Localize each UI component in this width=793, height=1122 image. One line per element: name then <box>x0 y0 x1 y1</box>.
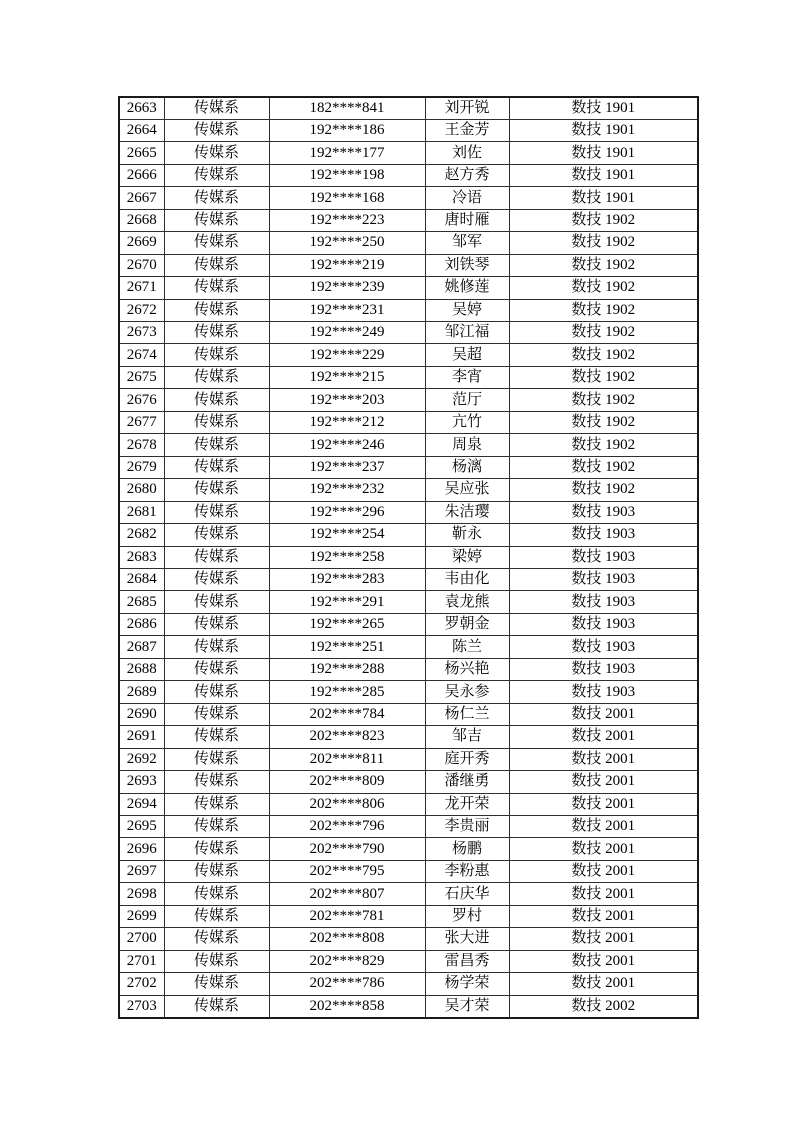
cell-class: 数技 2001 <box>509 793 698 815</box>
cell-student-id: 192****212 <box>269 411 425 433</box>
table-row <box>119 209 698 231</box>
cell-class: 数技 2001 <box>509 950 698 972</box>
table-row <box>119 681 698 703</box>
cell-index: 2697 <box>119 860 164 882</box>
table-row <box>119 344 698 366</box>
cell-student-name: 邹军 <box>425 232 509 254</box>
cell-student-id: 192****296 <box>269 501 425 523</box>
cell-class: 数技 2001 <box>509 771 698 793</box>
table-row <box>119 187 698 209</box>
cell-department: 传媒系 <box>164 524 269 546</box>
cell-index: 2689 <box>119 681 164 703</box>
cell-department: 传媒系 <box>164 816 269 838</box>
cell-student-name: 吴才荣 <box>425 995 509 1017</box>
cell-index: 2673 <box>119 322 164 344</box>
cell-department: 传媒系 <box>164 254 269 276</box>
cell-index: 2701 <box>119 950 164 972</box>
cell-student-name: 杨学荣 <box>425 973 509 995</box>
cell-class: 数技 1902 <box>509 232 698 254</box>
cell-index: 2696 <box>119 838 164 860</box>
cell-department: 传媒系 <box>164 142 269 164</box>
cell-department: 传媒系 <box>164 164 269 186</box>
cell-department: 传媒系 <box>164 322 269 344</box>
cell-class: 数技 1903 <box>509 591 698 613</box>
cell-class: 数技 1902 <box>509 366 698 388</box>
cell-student-name: 罗朝金 <box>425 613 509 635</box>
cell-student-name: 吴应张 <box>425 479 509 501</box>
cell-department: 传媒系 <box>164 434 269 456</box>
cell-class: 数技 1903 <box>509 681 698 703</box>
cell-class: 数技 1901 <box>509 187 698 209</box>
cell-class: 数技 1902 <box>509 434 698 456</box>
table-row <box>119 591 698 613</box>
cell-student-name: 范厅 <box>425 389 509 411</box>
cell-student-id: 202****806 <box>269 793 425 815</box>
cell-student-id: 192****237 <box>269 456 425 478</box>
cell-student-id: 192****283 <box>269 569 425 591</box>
table-row <box>119 97 698 119</box>
cell-index: 2691 <box>119 726 164 748</box>
cell-department: 传媒系 <box>164 636 269 658</box>
cell-department: 传媒系 <box>164 299 269 321</box>
cell-department: 传媒系 <box>164 187 269 209</box>
cell-class: 数技 1901 <box>509 142 698 164</box>
cell-student-id: 202****811 <box>269 748 425 770</box>
cell-class: 数技 2001 <box>509 703 698 725</box>
cell-index: 2676 <box>119 389 164 411</box>
cell-department: 传媒系 <box>164 950 269 972</box>
cell-index: 2700 <box>119 928 164 950</box>
cell-department: 传媒系 <box>164 613 269 635</box>
cell-class: 数技 2001 <box>509 883 698 905</box>
cell-student-name: 吴婷 <box>425 299 509 321</box>
cell-index: 2690 <box>119 703 164 725</box>
cell-student-name: 杨漓 <box>425 456 509 478</box>
table-row <box>119 322 698 344</box>
cell-class: 数技 1902 <box>509 209 698 231</box>
cell-class: 数技 1903 <box>509 501 698 523</box>
cell-department: 传媒系 <box>164 860 269 882</box>
cell-index: 2665 <box>119 142 164 164</box>
table-row <box>119 254 698 276</box>
table-row <box>119 456 698 478</box>
cell-index: 2675 <box>119 366 164 388</box>
cell-department: 传媒系 <box>164 883 269 905</box>
cell-student-name: 李宵 <box>425 366 509 388</box>
cell-student-name: 罗村 <box>425 905 509 927</box>
cell-student-name: 刘铁琴 <box>425 254 509 276</box>
cell-department: 传媒系 <box>164 793 269 815</box>
cell-index: 2664 <box>119 119 164 141</box>
cell-index: 2674 <box>119 344 164 366</box>
cell-student-id: 202****807 <box>269 883 425 905</box>
cell-class: 数技 1902 <box>509 322 698 344</box>
cell-student-name: 周泉 <box>425 434 509 456</box>
cell-student-name: 袁龙熊 <box>425 591 509 613</box>
table-row <box>119 569 698 591</box>
cell-department: 传媒系 <box>164 546 269 568</box>
cell-department: 传媒系 <box>164 277 269 299</box>
cell-department: 传媒系 <box>164 119 269 141</box>
table-row <box>119 973 698 995</box>
cell-student-id: 202****808 <box>269 928 425 950</box>
table-row <box>119 299 698 321</box>
cell-student-name: 杨仁兰 <box>425 703 509 725</box>
cell-department: 传媒系 <box>164 232 269 254</box>
cell-index: 2681 <box>119 501 164 523</box>
cell-student-name: 龙开荣 <box>425 793 509 815</box>
cell-department: 传媒系 <box>164 995 269 1017</box>
cell-class: 数技 1903 <box>509 658 698 680</box>
cell-department: 传媒系 <box>164 411 269 433</box>
cell-student-id: 192****285 <box>269 681 425 703</box>
cell-index: 2703 <box>119 995 164 1017</box>
cell-class: 数技 1902 <box>509 411 698 433</box>
table-row <box>119 142 698 164</box>
cell-student-id: 192****232 <box>269 479 425 501</box>
cell-class: 数技 1902 <box>509 344 698 366</box>
table-row <box>119 950 698 972</box>
cell-student-name: 韦由化 <box>425 569 509 591</box>
cell-index: 2686 <box>119 613 164 635</box>
cell-student-id: 192****246 <box>269 434 425 456</box>
table-row <box>119 658 698 680</box>
cell-class: 数技 2001 <box>509 748 698 770</box>
cell-class: 数技 2001 <box>509 973 698 995</box>
cell-department: 传媒系 <box>164 569 269 591</box>
cell-index: 2702 <box>119 973 164 995</box>
cell-department: 传媒系 <box>164 366 269 388</box>
table-row <box>119 546 698 568</box>
table-row <box>119 119 698 141</box>
cell-student-id: 202****829 <box>269 950 425 972</box>
cell-class: 数技 1903 <box>509 613 698 635</box>
cell-department: 传媒系 <box>164 658 269 680</box>
cell-student-id: 192****231 <box>269 299 425 321</box>
cell-student-name: 靳永 <box>425 524 509 546</box>
table-row <box>119 838 698 860</box>
cell-class: 数技 1901 <box>509 164 698 186</box>
cell-student-id: 192****249 <box>269 322 425 344</box>
table-row <box>119 232 698 254</box>
cell-department: 传媒系 <box>164 703 269 725</box>
cell-student-name: 吴永参 <box>425 681 509 703</box>
cell-department: 传媒系 <box>164 389 269 411</box>
cell-department: 传媒系 <box>164 591 269 613</box>
cell-class: 数技 1902 <box>509 299 698 321</box>
cell-student-id: 192****258 <box>269 546 425 568</box>
cell-index: 2687 <box>119 636 164 658</box>
cell-index: 2693 <box>119 771 164 793</box>
table-row <box>119 793 698 815</box>
cell-index: 2680 <box>119 479 164 501</box>
cell-student-id: 192****177 <box>269 142 425 164</box>
cell-student-id: 192****291 <box>269 591 425 613</box>
cell-student-id: 202****790 <box>269 838 425 860</box>
cell-class: 数技 2001 <box>509 816 698 838</box>
cell-student-id: 202****795 <box>269 860 425 882</box>
table-row <box>119 277 698 299</box>
cell-student-name: 吴超 <box>425 344 509 366</box>
cell-index: 2671 <box>119 277 164 299</box>
cell-class: 数技 1902 <box>509 456 698 478</box>
cell-student-id: 192****254 <box>269 524 425 546</box>
cell-student-id: 202****786 <box>269 973 425 995</box>
cell-index: 2669 <box>119 232 164 254</box>
table-row <box>119 366 698 388</box>
cell-department: 传媒系 <box>164 748 269 770</box>
cell-department: 传媒系 <box>164 838 269 860</box>
cell-student-id: 192****215 <box>269 366 425 388</box>
table-row <box>119 860 698 882</box>
table-row <box>119 524 698 546</box>
cell-student-name: 邹江福 <box>425 322 509 344</box>
cell-student-id: 192****251 <box>269 636 425 658</box>
cell-student-id: 202****823 <box>269 726 425 748</box>
cell-department: 传媒系 <box>164 97 269 119</box>
cell-student-id: 182****841 <box>269 97 425 119</box>
cell-student-id: 202****784 <box>269 703 425 725</box>
cell-department: 传媒系 <box>164 456 269 478</box>
cell-student-id: 192****288 <box>269 658 425 680</box>
table-row <box>119 164 698 186</box>
cell-student-id: 192****223 <box>269 209 425 231</box>
cell-department: 传媒系 <box>164 479 269 501</box>
cell-student-id: 192****186 <box>269 119 425 141</box>
cell-student-name: 唐时雁 <box>425 209 509 231</box>
cell-department: 传媒系 <box>164 973 269 995</box>
cell-class: 数技 1902 <box>509 389 698 411</box>
cell-index: 2666 <box>119 164 164 186</box>
cell-index: 2682 <box>119 524 164 546</box>
table-row <box>119 479 698 501</box>
cell-class: 数技 1903 <box>509 569 698 591</box>
table-row <box>119 995 698 1017</box>
cell-index: 2663 <box>119 97 164 119</box>
table-row <box>119 434 698 456</box>
cell-class: 数技 1901 <box>509 97 698 119</box>
cell-class: 数技 2001 <box>509 905 698 927</box>
cell-student-name: 张大进 <box>425 928 509 950</box>
table-row <box>119 389 698 411</box>
cell-class: 数技 1903 <box>509 524 698 546</box>
cell-student-id: 192****250 <box>269 232 425 254</box>
cell-index: 2694 <box>119 793 164 815</box>
cell-student-name: 姚修莲 <box>425 277 509 299</box>
table-row <box>119 501 698 523</box>
cell-class: 数技 2002 <box>509 995 698 1017</box>
cell-student-name: 雷昌秀 <box>425 950 509 972</box>
cell-student-id: 192****239 <box>269 277 425 299</box>
cell-department: 传媒系 <box>164 726 269 748</box>
cell-class: 数技 1902 <box>509 277 698 299</box>
table-row <box>119 816 698 838</box>
cell-student-name: 李贵丽 <box>425 816 509 838</box>
table-row <box>119 636 698 658</box>
cell-index: 2670 <box>119 254 164 276</box>
table-row <box>119 703 698 725</box>
table-row <box>119 411 698 433</box>
table-row <box>119 771 698 793</box>
cell-student-name: 刘佐 <box>425 142 509 164</box>
student-roster-table <box>118 96 699 1019</box>
cell-student-name: 冷语 <box>425 187 509 209</box>
cell-department: 传媒系 <box>164 905 269 927</box>
cell-index: 2695 <box>119 816 164 838</box>
table-row <box>119 748 698 770</box>
cell-index: 2678 <box>119 434 164 456</box>
cell-student-name: 邹吉 <box>425 726 509 748</box>
cell-student-id: 202****858 <box>269 995 425 1017</box>
cell-student-id: 192****265 <box>269 613 425 635</box>
cell-class: 数技 1903 <box>509 636 698 658</box>
cell-index: 2698 <box>119 883 164 905</box>
cell-student-id: 192****219 <box>269 254 425 276</box>
cell-student-name: 石庆华 <box>425 883 509 905</box>
cell-student-name: 赵方秀 <box>425 164 509 186</box>
cell-class: 数技 1902 <box>509 254 698 276</box>
cell-index: 2679 <box>119 456 164 478</box>
table-row <box>119 905 698 927</box>
table-row <box>119 613 698 635</box>
cell-student-name: 梁婷 <box>425 546 509 568</box>
cell-department: 传媒系 <box>164 928 269 950</box>
cell-student-id: 192****168 <box>269 187 425 209</box>
cell-class: 数技 1903 <box>509 546 698 568</box>
cell-index: 2699 <box>119 905 164 927</box>
table-row <box>119 883 698 905</box>
table-row <box>119 928 698 950</box>
cell-student-name: 亢竹 <box>425 411 509 433</box>
cell-student-name: 李粉惠 <box>425 860 509 882</box>
cell-student-name: 庭开秀 <box>425 748 509 770</box>
cell-student-id: 202****781 <box>269 905 425 927</box>
cell-student-id: 202****796 <box>269 816 425 838</box>
cell-student-name: 刘开锐 <box>425 97 509 119</box>
cell-student-name: 潘继勇 <box>425 771 509 793</box>
cell-index: 2672 <box>119 299 164 321</box>
cell-student-id: 192****203 <box>269 389 425 411</box>
cell-department: 传媒系 <box>164 681 269 703</box>
cell-department: 传媒系 <box>164 771 269 793</box>
cell-student-name: 陈兰 <box>425 636 509 658</box>
cell-student-id: 202****809 <box>269 771 425 793</box>
cell-department: 传媒系 <box>164 209 269 231</box>
cell-department: 传媒系 <box>164 501 269 523</box>
cell-class: 数技 2001 <box>509 928 698 950</box>
cell-class: 数技 1901 <box>509 119 698 141</box>
cell-student-name: 杨兴艳 <box>425 658 509 680</box>
cell-class: 数技 2001 <box>509 838 698 860</box>
cell-student-id: 192****229 <box>269 344 425 366</box>
cell-index: 2683 <box>119 546 164 568</box>
cell-index: 2685 <box>119 591 164 613</box>
roster-table-body <box>119 97 698 1018</box>
cell-index: 2677 <box>119 411 164 433</box>
cell-index: 2668 <box>119 209 164 231</box>
cell-index: 2688 <box>119 658 164 680</box>
cell-student-name: 朱洁璎 <box>425 501 509 523</box>
cell-index: 2684 <box>119 569 164 591</box>
cell-student-name: 王金芳 <box>425 119 509 141</box>
cell-class: 数技 2001 <box>509 726 698 748</box>
cell-student-name: 杨鹏 <box>425 838 509 860</box>
table-row <box>119 726 698 748</box>
cell-index: 2667 <box>119 187 164 209</box>
cell-class: 数技 2001 <box>509 860 698 882</box>
cell-class: 数技 1902 <box>509 479 698 501</box>
cell-index: 2692 <box>119 748 164 770</box>
cell-student-id: 192****198 <box>269 164 425 186</box>
cell-department: 传媒系 <box>164 344 269 366</box>
